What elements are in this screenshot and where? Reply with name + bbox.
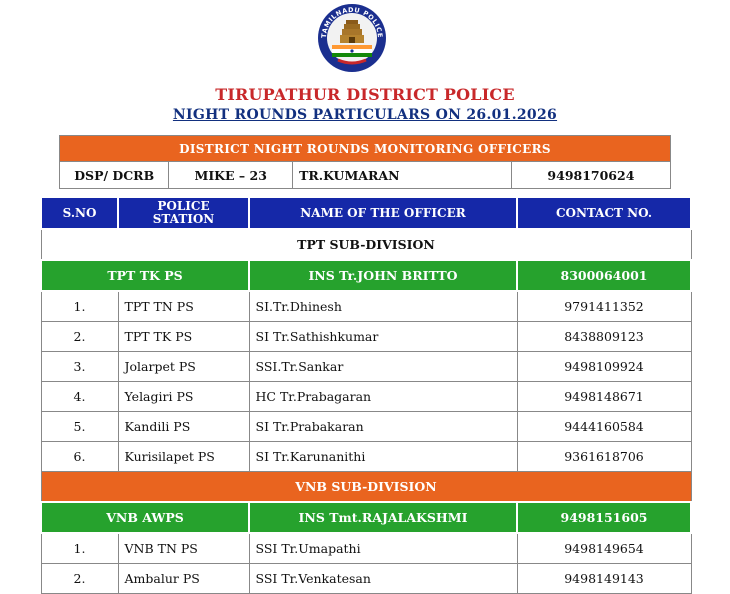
subdivision-row-tpt xyxy=(41,229,691,260)
table-row xyxy=(41,382,691,412)
row-sno: 4. xyxy=(41,382,118,412)
row-sno: 6. xyxy=(41,442,118,472)
row-contact: 9498148671 xyxy=(517,382,691,412)
col-header-contact: CONTACT NO. xyxy=(517,197,691,229)
table-row xyxy=(41,412,691,442)
row-officer: SI Tr.Sathishkumar xyxy=(249,322,517,352)
row-station: TPT TN PS xyxy=(118,291,249,322)
row-officer: SSI Tr.Venkatesan xyxy=(249,564,517,594)
circle-contact: 9498151605 xyxy=(517,502,691,533)
row-contact: 9498149654 xyxy=(517,533,691,564)
row-sno: 1. xyxy=(41,533,118,564)
col-header-sno: S.NO xyxy=(41,197,118,229)
row-sno: 1. xyxy=(41,291,118,322)
circle-officer: INS Tmt.RAJALAKSHMI xyxy=(249,502,517,533)
subdivision-name: TPT SUB-DIVISION xyxy=(41,229,691,260)
row-contact: 9361618706 xyxy=(517,442,691,472)
monitoring-contact: 9498170624 xyxy=(511,162,670,189)
page-title: TIRUPATHUR DISTRICT POLICE xyxy=(215,85,515,104)
table-header-row xyxy=(41,197,691,229)
monitoring-header-row xyxy=(60,136,671,162)
row-officer: HC Tr.Prabagaran xyxy=(249,382,517,412)
table-row xyxy=(41,352,691,382)
row-station: Yelagiri PS xyxy=(118,382,249,412)
row-contact: 9498109924 xyxy=(517,352,691,382)
row-officer: SI Tr.Karunanithi xyxy=(249,442,517,472)
monitoring-officer-name: TR.KUMARAN xyxy=(293,162,512,189)
row-officer: SSI Tr.Umapathi xyxy=(249,533,517,564)
col-header-officer: NAME OF THE OFFICER xyxy=(249,197,517,229)
row-sno: 2. xyxy=(41,322,118,352)
circle-contact: 8300064001 xyxy=(517,260,691,291)
row-officer: SI Tr.Prabakaran xyxy=(249,412,517,442)
tamilnadu-police-emblem xyxy=(316,2,388,74)
row-sno: 5. xyxy=(41,412,118,442)
row-station: Ambalur PS xyxy=(118,564,249,594)
table-row xyxy=(41,533,691,564)
circle-row-tpt xyxy=(41,260,691,291)
col-header-station-line1: POLICE xyxy=(157,199,210,213)
row-officer: SI.Tr.Dhinesh xyxy=(249,291,517,322)
row-station: Kurisilapet PS xyxy=(118,442,249,472)
row-contact: 9498149143 xyxy=(517,564,691,594)
circle-station: TPT TK PS xyxy=(41,260,249,291)
subdivision-row-vnb xyxy=(41,472,691,503)
night-rounds-table xyxy=(40,196,692,594)
row-contact: 9791411352 xyxy=(517,291,691,322)
row-contact: 9444160584 xyxy=(517,412,691,442)
circle-row-vnb xyxy=(41,502,691,533)
monitoring-officers-table xyxy=(59,135,671,189)
col-header-station-line2: STATION xyxy=(152,212,215,226)
table-row xyxy=(41,291,691,322)
monitoring-officer-row xyxy=(60,162,671,189)
monitoring-callsign: MIKE – 23 xyxy=(169,162,293,189)
table-row xyxy=(41,322,691,352)
row-station: VNB TN PS xyxy=(118,533,249,564)
circle-station: VNB AWPS xyxy=(41,502,249,533)
emblem-icon xyxy=(316,2,388,74)
row-station: Kandili PS xyxy=(118,412,249,442)
row-contact: 8438809123 xyxy=(517,322,691,352)
svg-text:TAMILNADU POLICE: TAMILNADU POLICE xyxy=(319,5,385,39)
subdivision-name: VNB SUB-DIVISION xyxy=(41,472,691,503)
row-sno: 3. xyxy=(41,352,118,382)
monitoring-heading: DISTRICT NIGHT ROUNDS MONITORING OFFICERS xyxy=(60,136,671,162)
row-station: TPT TK PS xyxy=(118,322,249,352)
row-sno: 2. xyxy=(41,564,118,594)
table-row xyxy=(41,564,691,594)
page-subtitle: NIGHT ROUNDS PARTICULARS ON 26.01.2026 xyxy=(172,107,558,123)
table-row xyxy=(41,442,691,472)
monitoring-designation: DSP/ DCRB xyxy=(60,162,169,189)
col-header-station xyxy=(118,197,249,229)
row-officer: SSI.Tr.Sankar xyxy=(249,352,517,382)
circle-officer: INS Tr.JOHN BRITTO xyxy=(249,260,517,291)
row-station: Jolarpet PS xyxy=(118,352,249,382)
